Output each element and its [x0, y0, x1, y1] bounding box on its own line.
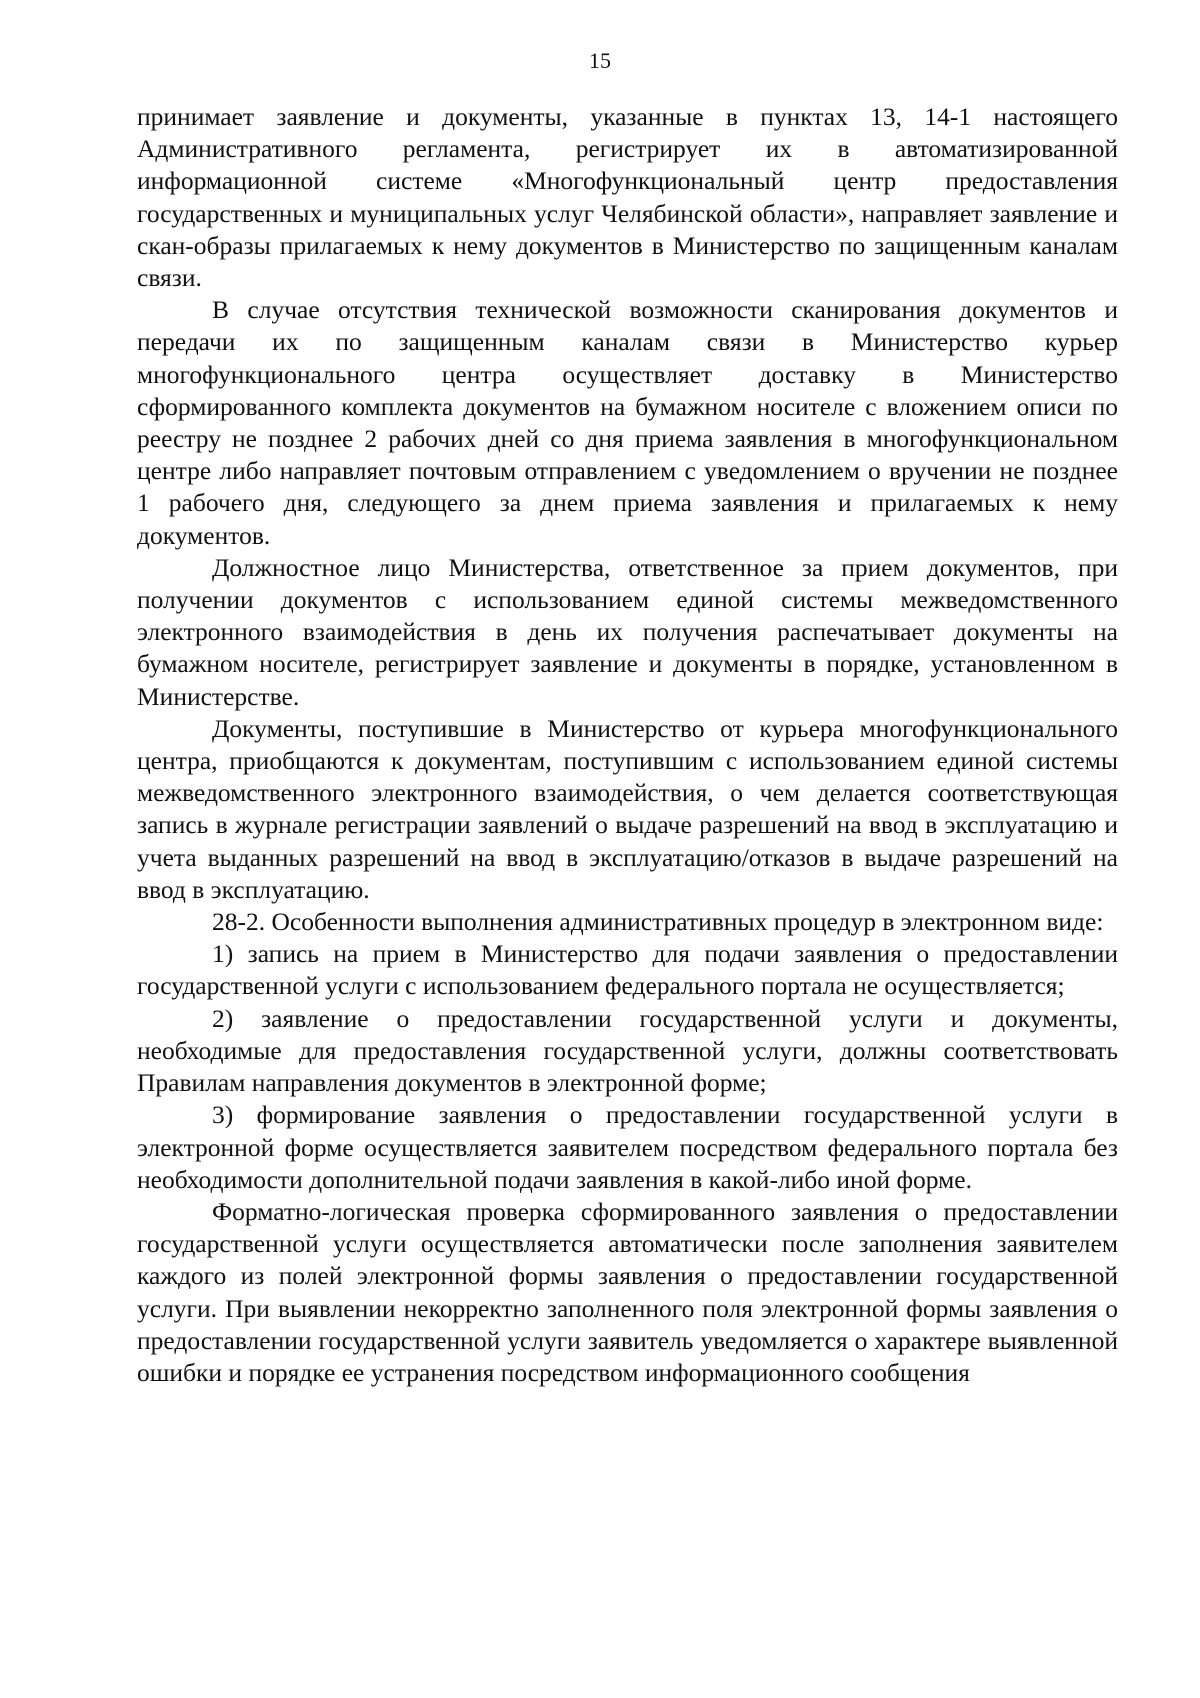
paragraph-section-28-2: 28-2. Особенности выполнения административных процедур в электронном виде: [212, 907, 1104, 937]
paragraph-item-3: 3) формирование заявления о предоставлении государственной услуги в электронной форме осуществляется заявителем посредством федерального портала без необходимости дополнительной подачи заявления в какой-либо иной форме. [137, 1100, 1118, 1194]
paragraph-courier-documents: Документы, поступившие в Министерство от курьера многофункционального центра, приобщаются к документам, поступившим с использованием единой системы межведомственного электронного взаимодействия, о чем делается соответствующая запись в журнале регистрации заявлений о выдаче разрешений на ввод в эксплуатацию и учета выданных разрешений на ввод в эксплуатацию/отказов в выдаче разрешений на ввод в эксплуатацию. [137, 713, 1118, 904]
paragraph-format-check: Форматно-логическая проверка сформированного заявления о предоставлении государственной услуги осуществляется автоматически после заполнения заявителем каждого из полей электронной формы заявления о предоставлении государственной услуги. При выявлении некорректно заполненного поля электронной формы заявления о предоставлении государственной услуги заявитель уведомляется о характере выявленной ошибки и порядке ее устранения посредством информационного сообщения [137, 1196, 1118, 1387]
paragraph-item-1: 1) запись на прием в Министерство для подачи заявления о предоставлении государственной услуги с использованием федерального портала не осуществляется; [137, 939, 1118, 1001]
paragraph-no-scan-delivery: В случае отсутствия технической возможности сканирования документов и передачи их по защищенным каналам связи в Министерство курьер многофункционального центра осуществляет доставку в Министерство сформированного комплекта документов на бумажном носителе с вложением описи по реестру не позднее 2 рабочих дней со дня приема заявления в многофункциональном центре либо направляет почтовым отправлением с уведомлением о вручении не позднее 1 рабочего дня, следующего за днем приема заявления и прилагаемых к нему документов. [137, 295, 1118, 550]
paragraph-item-2: 2) заявление о предоставлении государственной услуги и документы, необходимые для предоставления государственной услуги, должны соответствовать Правилам направления документов в электронной форме; [137, 1003, 1118, 1098]
document-body [137, 101, 1118, 1389]
page-number: 15 [589, 48, 611, 73]
paragraph-ministry-official: Должностное лицо Министерства, ответственное за прием документов, при получении документов с использованием единой системы межведомственного электронного взаимодействия в день их получения распечатывает документы на бумажном носителе, регистрирует заявление и документы в порядке, установленном в Министерстве. [137, 552, 1118, 711]
paragraph-continuation: принимает заявление и документы, указанные в пунктах 13, 14-1 настоящего Административного регламента, регистрирует их в автоматизированной информационной системе «Многофункциональный центр предоставления государственных и муниципальных услуг Челябинской области», направляет заявление и скан-образы прилагаемых к нему документов в Министерство по защищенным каналам связи. [137, 102, 1118, 293]
